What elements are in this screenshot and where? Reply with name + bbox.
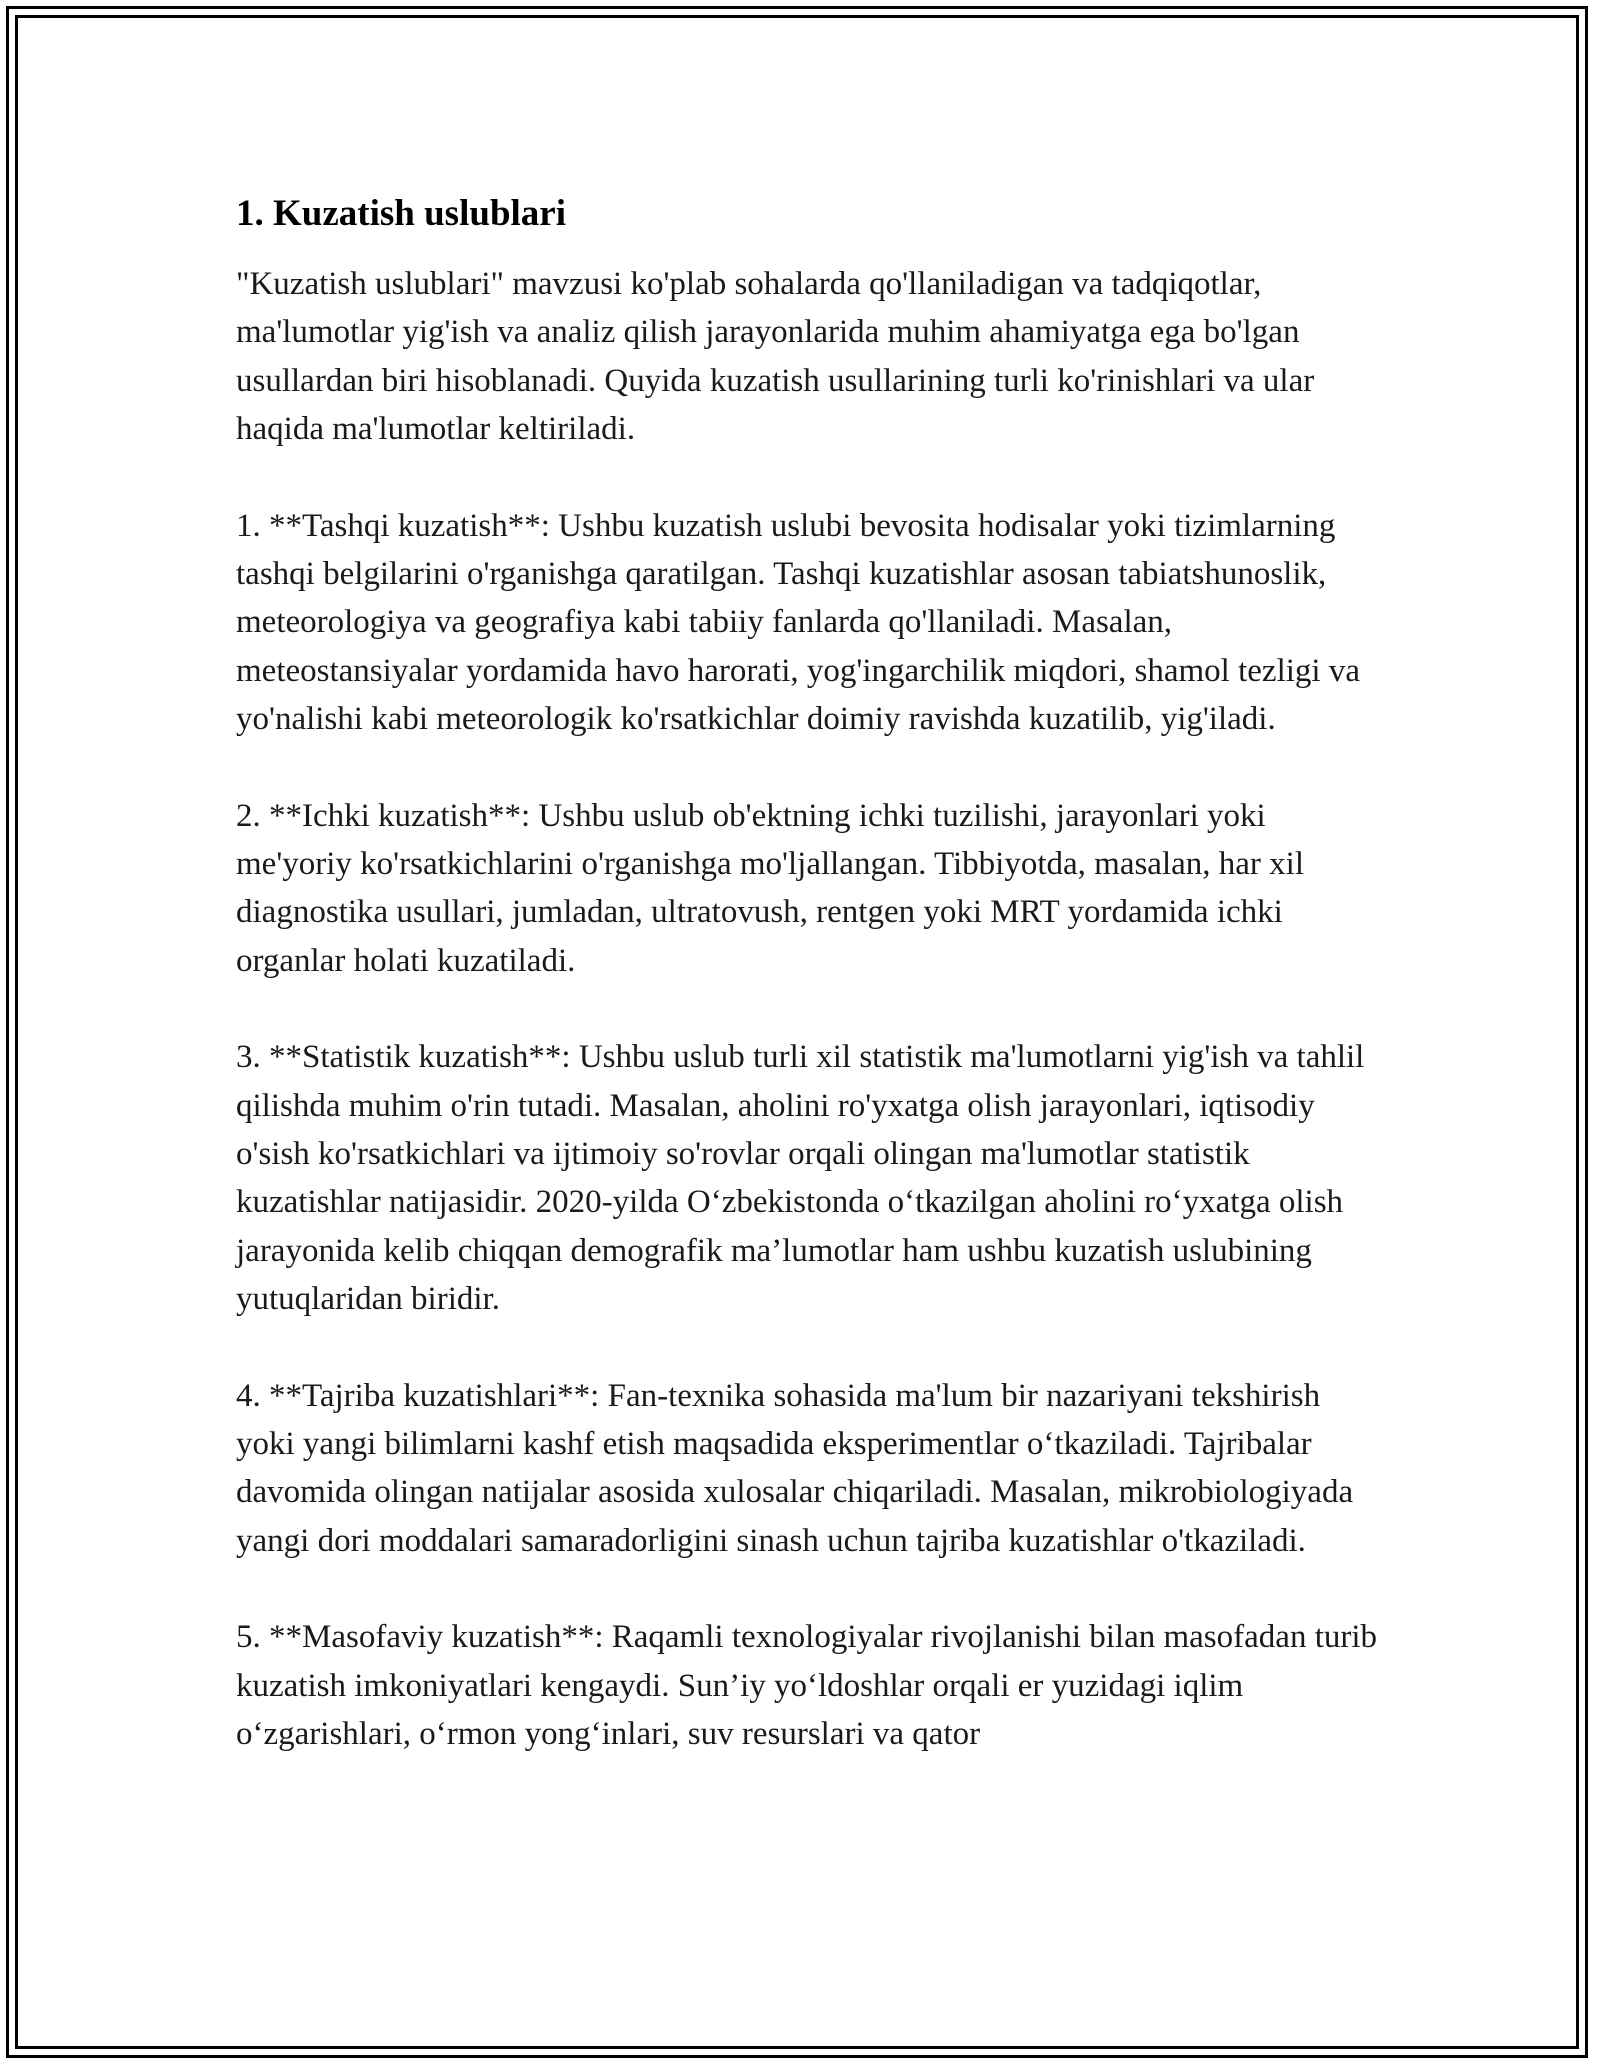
paragraph-masofaviy-kuzatish: 5. **Masofaviy kuzatish**: Raqamli texnologiyalar rivojlanishi bilan masofadan turib kuzatish imkoniyatlari kengaydi. Sun’iy yo‘ldoshlar orqali er yuzidagi iqlim o‘zgarishlari, o‘rmon yong‘inlari, suv resurslari va qator bbox=[236, 1619, 1378, 1752]
document-body bbox=[236, 190, 1386, 1807]
document-title: 1. Kuzatish uslublari bbox=[236, 193, 567, 234]
intro-paragraph: "Kuzatish uslublari" mavzusi ko'plab sohalarda qo'llaniladigan va tadqiqotlar, ma'lumotlar yig'ish va analiz qilish jarayonlarida muhim ahamiyatga ega bo'lgan usullardan biri hisoblanadi. Quyida kuzatish usullarining turli ko'rinishlari va ular haqida ma'lumotlar keltiriladi. bbox=[236, 266, 1315, 447]
paragraph-tajriba-kuzatishlari: 4. **Tajriba kuzatishlari**: Fan-texnika sohasida ma'lum bir nazariyani tekshirish yoki yangi bilimlarni kashf etish maqsadida eksperimentlar o‘tkaziladi. Tajribalar davomida olingan natijalar asosida xulosalar chiqariladi. Masalan, mikrobiologiyada yangi dori moddalari samaradorligini sinash uchun tajriba kuzatishlar o'tkaziladi. bbox=[236, 1377, 1354, 1559]
paragraph-tashqi-kuzatish: 1. **Tashqi kuzatish**: Ushbu kuzatish uslubi bevosita hodisalar yoki tizimlarning tashqi belgilarini o'rganishga qaratilgan. Tashqi kuzatishlar asosan tabiatshunoslik, meteorologiya va geografiya kabi tabiiy fanlarda qo'llaniladi. Masalan, meteostansiyalar yordamida havo harorati, yog'ingarchilik miqdori, shamol tezligi va yo'nalishi kabi meteorologik ko'rsatkichlar doimiy ravishda kuzatilib, yig'iladi. bbox=[236, 507, 1360, 737]
paragraph-statistik-kuzatish: 3. **Statistik kuzatish**: Ushbu uslub turli xil statistik ma'lumotlarni yig'ish va tahlil qilishda muhim o'rin tutadi. Masalan, aholini ro'yxatga olish jarayonlari, iqtisodiy o'sish ko'rsatkichlari va ijtimoiy so'rovlar orqali olingan ma'lumotlar statistik kuzatishlar natijasidir. 2020-yilda O‘zbekistonda o‘tkazilgan aholini ro‘yxatga olish jarayonida kelib chiqqan demografik ma’lumotlar ham ushbu kuzatish uslubining yutuqlaridan biridir. bbox=[236, 1039, 1365, 1317]
paragraph-ichki-kuzatish: 2. **Ichki kuzatish**: Ushbu uslub ob'ektning ichki tuzilishi, jarayonlari yoki me'yoriy ko'rsatkichlarini o'rganishga mo'ljallangan. Tibbiyotda, masalan, har xil diagnostika usullari, jumladan, ultratovush, rentgen yoki MRT yordamida ichki organlar holati kuzatiladi. bbox=[236, 797, 1304, 979]
